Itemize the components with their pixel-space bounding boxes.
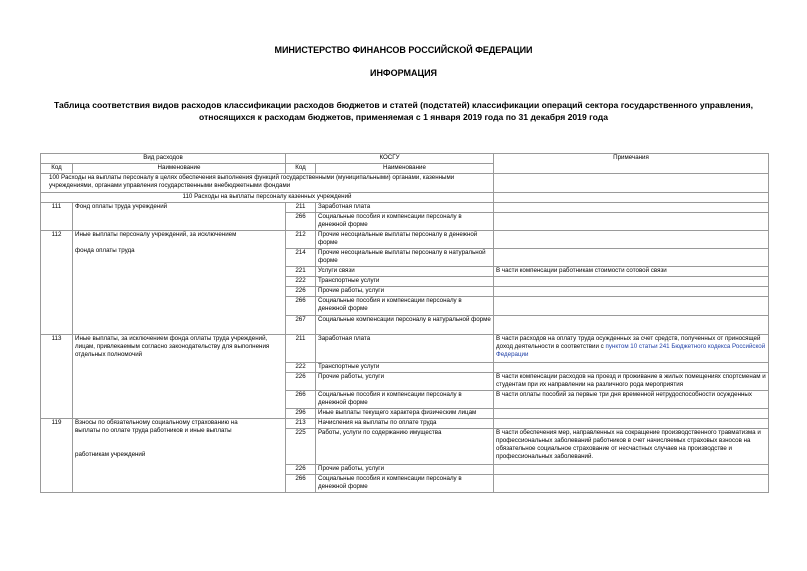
kosgu-code: 211 xyxy=(286,335,316,363)
vr-name-119-b: выплаты по оплате труда работников и иные выплаты xyxy=(75,427,232,434)
vr-name-112-b: фонда оплаты труда xyxy=(75,247,135,254)
header-kosgu: КОСГУ xyxy=(286,154,494,164)
kosgu-name: Заработная плата xyxy=(316,203,494,213)
kosgu-name: Прочие работы, услуги xyxy=(316,373,494,391)
section-110: 110 Расходы на выплаты персоналу казенных учреждений xyxy=(41,193,494,203)
vr-name-119-a: Взносы по обязательному социальному страхованию на xyxy=(75,419,238,426)
kosgu-code: 267 xyxy=(286,316,316,335)
section-100-row xyxy=(41,174,769,193)
vr-name-112 xyxy=(73,231,286,335)
note: В части оплаты пособий за первые три дня временной нетрудоспособности осужденных xyxy=(494,391,769,409)
kosgu-code: 221 xyxy=(286,267,316,277)
kosgu-code: 226 xyxy=(286,373,316,391)
kosgu-name: Прочие работы, услуги xyxy=(316,287,494,297)
vr-name-119-c: работникам учреждений xyxy=(75,451,146,458)
vr-name-113: Иные выплаты, за исключением фонда оплаты труда учреждений, лицам, привлекаемым согласно законодательству для выполнения отдельных полномочий xyxy=(73,335,286,419)
kosgu-code: 266 xyxy=(286,475,316,493)
kosgu-code: 266 xyxy=(286,213,316,231)
kosgu-code: 211 xyxy=(286,203,316,213)
kosgu-name: Заработная плата xyxy=(316,335,494,363)
kosgu-code: 213 xyxy=(286,419,316,429)
kosgu-code: 225 xyxy=(286,429,316,465)
header-vid-rashodov: Вид расходов xyxy=(41,154,286,164)
kosgu-name: Прочие несоциальные выплаты персоналу в денежной форме xyxy=(316,231,494,249)
kosgu-name: Работы, услуги по содержанию имущества xyxy=(316,429,494,465)
info-heading: ИНФОРМАЦИЯ xyxy=(369,68,438,78)
kosgu-name: Иные выплаты текущего характера физическим лицам xyxy=(316,409,494,419)
vr-code-111: 111 xyxy=(41,203,73,231)
title-line-2: относящихся к расходам бюджетов, применяемая с 1 января 2019 года по 31 декабря 2019 года xyxy=(199,112,608,122)
correspondence-table xyxy=(40,153,769,493)
kosgu-name: Прочие несоциальные выплаты персоналу в натуральной форме xyxy=(316,249,494,267)
table-row xyxy=(41,203,769,213)
kosgu-name: Услуги связи xyxy=(316,267,494,277)
note-text: В части расходов на оплату труда осужденных за счет средств, полученных от приносящей доход деятельности в соответствии с xyxy=(496,335,761,350)
kosgu-code: 226 xyxy=(286,465,316,475)
kosgu-code: 296 xyxy=(286,409,316,419)
kosgu-name: Транспортные услуги xyxy=(316,277,494,287)
vr-code-119: 119 xyxy=(41,419,73,493)
title-line-1: Таблица соответствия видов расходов классификации расходов бюджетов и статей (подстатей) классификации операций сектора государственного управления, xyxy=(53,100,753,110)
note: В части компенсации расходов на проезд и проживание в жилых помещениях спортсменам и студентам при их направлении на различного рода мероприятия xyxy=(494,373,769,391)
kosgu-code: 226 xyxy=(286,287,316,297)
header-notes: Примечания xyxy=(494,154,769,174)
vr-code-112: 112 xyxy=(41,231,73,335)
vr-code-113: 113 xyxy=(41,335,73,419)
kosgu-code: 266 xyxy=(286,297,316,316)
ministry-heading: МИНИСТЕРСТВО ФИНАНСОВ РОССИЙСКОЙ ФЕДЕРАЦИИ xyxy=(274,45,533,55)
kosgu-name: Социальные пособия и компенсации персоналу в денежной форме xyxy=(316,391,494,409)
note: В части обеспечения мер, направленных на сокращение производственного травматизма и профессиональных заболеваний работников в счет начисляемых страховых взносов на обязательное социальное страхование от несчастных случаев на производстве и профессиональных заболеваний. xyxy=(494,429,769,465)
vr-name-112-a: Иные выплаты персоналу учреждений, за исключением xyxy=(75,231,237,238)
kosgu-code: 212 xyxy=(286,231,316,249)
vr-name-119 xyxy=(73,419,286,493)
kosgu-name: Социальные пособия и компенсации персоналу в денежной форме xyxy=(316,213,494,231)
section-110-row xyxy=(41,193,769,203)
budget-code-link[interactable]: пунктом 10 статьи 241 Бюджетного кодекса Российской Федерации xyxy=(496,343,766,358)
kosgu-code: 222 xyxy=(286,363,316,373)
kosgu-name: Транспортные услуги xyxy=(316,363,494,373)
header-code: Код xyxy=(41,164,73,174)
kosgu-name: Начисления на выплаты по оплате труда xyxy=(316,419,494,429)
kosgu-name: Социальные пособия и компенсации персоналу в денежной форме xyxy=(316,297,494,316)
vr-name-111: Фонд оплаты труда учреждений xyxy=(73,203,286,231)
table-header-row xyxy=(41,154,769,164)
kosgu-code: 222 xyxy=(286,277,316,287)
header-name-kosgu: Наименование xyxy=(316,164,494,174)
note: В части компенсации работникам стоимости сотовой связи xyxy=(494,267,769,277)
note xyxy=(494,335,769,363)
section-100: 100 Расходы на выплаты персоналу в целях обеспечения выполнения функций государственными (муниципальными) органами, казенными учреждениями, органами управления государственными внебюджетными фондами xyxy=(41,174,494,193)
table-row xyxy=(41,419,769,429)
kosgu-code: 266 xyxy=(286,391,316,409)
header-code-kosgu: Код xyxy=(286,164,316,174)
document-title xyxy=(20,99,787,123)
table-row xyxy=(41,335,769,363)
kosgu-name: Прочие работы, услуги xyxy=(316,465,494,475)
header-name: Наименование xyxy=(73,164,286,174)
table-row xyxy=(41,231,769,249)
kosgu-name: Социальные пособия и компенсации персоналу в денежной форме xyxy=(316,475,494,493)
kosgu-name: Социальные компенсации персоналу в натуральной форме xyxy=(316,316,494,335)
kosgu-code: 214 xyxy=(286,249,316,267)
